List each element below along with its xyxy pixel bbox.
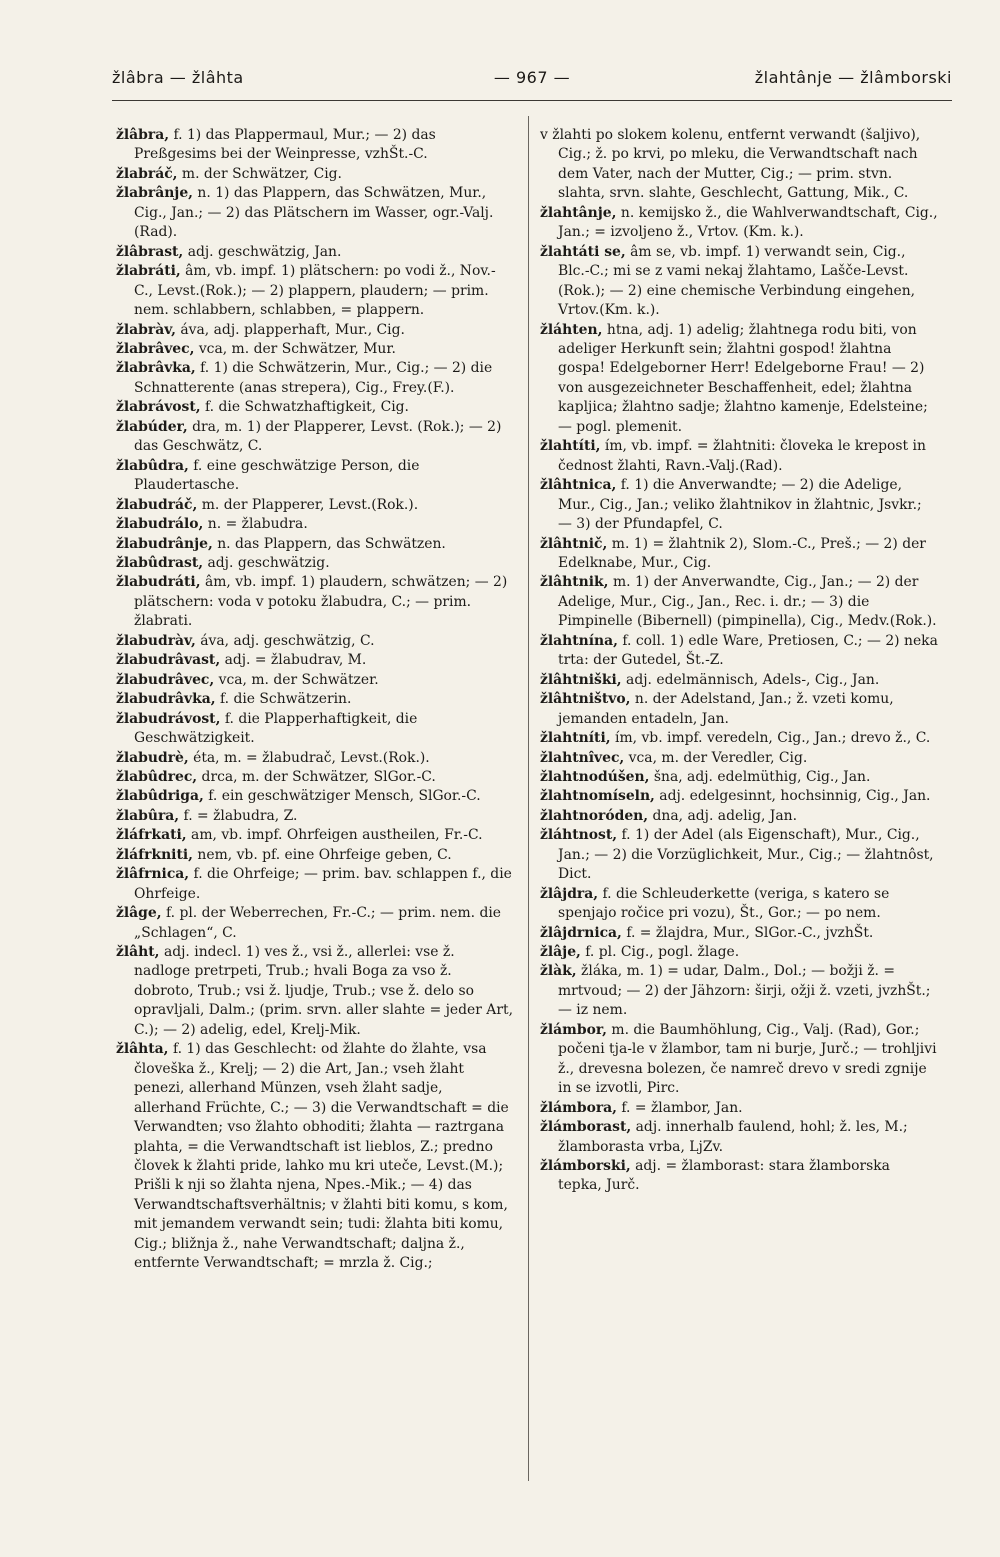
- entry-definition: dna, adj. adelig, Jan.: [648, 807, 798, 824]
- entry-definition: m. die Baumhöhlung, Cig., Valj. (Rad), Gor.; počeni tja-le v žlambor, tam ni burje, Jurč.; — trohljivi ž., drevesna bolezen, če namreč drevo v sredi zgnije in se izvotli, Pirc.: [558, 1021, 937, 1097]
- dictionary-entry: [116, 359, 514, 398]
- dictionary-entry: [540, 826, 938, 884]
- entry-definition: áva, adj. geschwätzig, C.: [195, 632, 375, 649]
- entry-headword: žlabudrâvec,: [116, 671, 215, 688]
- dictionary-entry: [540, 243, 938, 321]
- entry-definition: f. ein geschwätziger Mensch, SlGor.-C.: [203, 788, 481, 805]
- entry-headword: žlâhta,: [116, 1041, 169, 1058]
- entry-headword: žláhten,: [540, 321, 603, 338]
- entry-definition: âm se, vb. impf. 1) verwandt sein, Cig., Blc.-C.; mi se z vami nekaj žlahtamo, Lašče-Levst.(Rok.); — 2) eine chemische Verbindung eingehen, Vrtov.(Km. k.).: [558, 243, 916, 319]
- entry-headword: žlâhtnica,: [540, 477, 617, 494]
- entry-headword: žlâge,: [116, 905, 162, 922]
- entry-headword: žlabrâvec,: [116, 340, 195, 357]
- entry-definition: éta, m. = žlabudrač, Levst.(Rok.).: [188, 749, 430, 766]
- entry-definition: m. der Schwätzer, Cig.: [177, 165, 342, 182]
- entry-headword: žlahtníti,: [540, 730, 611, 747]
- entry-headword: žlâhtništvo,: [540, 691, 631, 708]
- entry-definition: f. = žlambor, Jan.: [617, 1099, 743, 1116]
- dictionary-entry: [116, 515, 514, 534]
- entry-definition: f. = žlajdra, Mur., SlGor.-C., jvzhŠt.: [621, 924, 874, 941]
- dictionary-entry: [116, 165, 514, 184]
- entry-definition: m. 1) der Anverwandte, Cig., Jan.; — 2) der Adelige, Mur., Cig., Jan., Rec. i. dr.; — 3) die Pimpinelle (Bibernell) (pimpinella), Cig., Medv.(Rok.).: [558, 574, 937, 630]
- dictionary-entry: [540, 535, 938, 574]
- dictionary-entry: [116, 126, 514, 165]
- entry-headword: žláhtnost,: [540, 827, 618, 844]
- entry-headword: žlâhtnič,: [540, 535, 608, 552]
- entry-headword: žlabráč,: [116, 165, 178, 182]
- dictionary-entry: [540, 573, 938, 631]
- dictionary-entry: [540, 729, 938, 748]
- entry-headword: žlabráti,: [116, 263, 181, 280]
- entry-definition: vca, m. der Schwätzer.: [214, 671, 379, 688]
- entry-headword: žlabûdrec,: [116, 768, 198, 785]
- entry-headword: žlâfrnica,: [116, 866, 190, 883]
- entry-headword: žlahtânje,: [540, 204, 617, 221]
- entry-definition: adj. innerhalb faulend, hohl; ž. les, M.; žlamborasta vrba, LjZv.: [558, 1119, 908, 1155]
- entry-headword: žlâjdra,: [540, 885, 599, 902]
- entry-headword: žlabudràv,: [116, 632, 196, 649]
- dictionary-entry: [540, 321, 938, 438]
- entry-headword: žlâhtnik,: [540, 574, 609, 591]
- entry-headword: žlahtnoróden,: [540, 807, 649, 824]
- entry-headword: žlâjdrnica,: [540, 924, 622, 941]
- entry-definition: f. pl. der Weberrechen, Fr.-C.; — prim. nem. die „Schlagen“, C.: [134, 905, 501, 941]
- dictionary-entry: [116, 496, 514, 515]
- entry-definition: f. eine geschwätzige Person, die Plaudertasche.: [134, 457, 420, 494]
- entry-headword: žlabudrâvka,: [116, 691, 216, 708]
- entry-definition: âm, vb. impf. 1) plaudern, schwätzen; — 2) plätschern: voda v potoku žlabudra, C.; — prim. žlabrati.: [134, 574, 508, 630]
- entry-definition: f. die Schleuderkette (veriga, s katero se spenjajo ročice pri vozu), Št., Gor.; — po nem.: [558, 885, 890, 922]
- dictionary-entry: [540, 885, 938, 924]
- right-column: [540, 126, 938, 1196]
- page-number: — 967 —: [493, 68, 571, 87]
- dictionary-entry: [116, 184, 514, 242]
- entry-definition: n. der Adelstand, Jan.; ž. vzeti komu, jemanden entadeln, Jan.: [558, 691, 894, 727]
- entry-definition: adj. edelmännisch, Adels-, Cig., Jan.: [621, 671, 880, 688]
- entry-definition: n. kemijsko ž., die Wahlverwandtschaft, Cig., Jan.; = izvoljeno ž., Vrtov. (Km. k.).: [558, 204, 938, 241]
- entry-definition: n. 1) das Plappern, das Schwätzen, Mur., Cig., Jan.; — 2) das Plätschern im Wasser, ogr.-Valj.(Rad).: [134, 185, 494, 241]
- entry-definition: vca, m. der Schwätzer, Mur.: [194, 340, 396, 357]
- entry-definition: n. das Plappern, das Schwätzen.: [212, 535, 446, 552]
- entry-headword: žlâht,: [116, 944, 160, 961]
- header-right-guide-words: žlahtânje — žlâmborski: [754, 68, 952, 87]
- entry-definition: adj. geschwätzig.: [203, 554, 330, 571]
- entry-headword: žláfrkati,: [116, 827, 187, 844]
- dictionary-entry: [116, 1040, 514, 1273]
- dictionary-entry: [116, 262, 514, 320]
- entry-headword: žlabudrálo,: [116, 516, 204, 533]
- dictionary-entry: [116, 535, 514, 554]
- entry-headword: žlabûra,: [116, 807, 180, 824]
- entry-definition: f. 1) die Schwätzerin, Mur., Cig.; — 2) die Schnatterente (anas strepera), Cig., Frey.(F.).: [134, 360, 493, 396]
- entry-definition: f. pl. Cig., pogl. žlage.: [580, 944, 740, 961]
- entry-definition: adj. indecl. 1) ves ž., vsi ž., allerlei: vse ž. nadloge pretrpeti, Trub.; hvali Boga za vso ž. dobroto, Trub.; vsi ž. ljudje, Trub.; vse ž. delo so opravljali, Dalm.; (prim. srvn. aller slahte = jeder Art, C.); — 2) adelig, edel, Krelj-Mik.: [134, 944, 513, 1038]
- entry-definition: žláka, m. 1) = udar, Dalm., Dol.; — božji ž. = mrtvoud; — 2) der Jähzorn: širji, ožji ž. vzeti, jvzhŠt.; — iz nem.: [558, 963, 931, 1019]
- entry-headword: žlahtnomíseln,: [540, 788, 655, 805]
- entry-headword: žlámbor,: [540, 1021, 607, 1038]
- dictionary-entry: [540, 690, 938, 729]
- entry-definition: drca, m. der Schwätzer, SlGor.-C.: [197, 768, 436, 785]
- entry-definition: dra, m. 1) der Plapperer, Levst. (Rok.); — 2) das Geschwätz, C.: [134, 418, 502, 455]
- dictionary-entry: [540, 437, 938, 476]
- dictionary-entry: [540, 768, 938, 787]
- entry-definition: šna, adj. edelmüthig, Cig., Jan.: [649, 768, 871, 785]
- entry-definition: n. = žlabudra.: [203, 516, 308, 533]
- dictionary-entry: [540, 671, 938, 690]
- entry-headword: žlâbra,: [116, 127, 170, 143]
- entry-headword: žlabudrâvast,: [116, 652, 221, 669]
- entry-headword: žlâje,: [540, 944, 581, 961]
- entry-definition: htna, adj. 1) adelig; žlahtnega rodu biti, von adeliger Herkunft sein; žlahtni gospod! žlahtna gospa! Edelgeborner Herr! Edelgeborne Frau! — 2) von ausgezeichneter Beschaffenheit, edel; žlahtna kapljica; žlahtno sadje; žlahtno kamenje, Edelsteine; — pogl. plemenit.: [558, 321, 928, 435]
- entry-headword: žlabûdrast,: [116, 554, 204, 571]
- dictionary-entry: [116, 340, 514, 359]
- entry-headword: žlabrávost,: [116, 399, 201, 416]
- dictionary-entry: [116, 690, 514, 709]
- entry-headword: žlabràv,: [116, 321, 176, 338]
- dictionary-entry: [116, 554, 514, 573]
- entry-headword: žlabûdriga,: [116, 788, 204, 805]
- dictionary-entry: [116, 904, 514, 943]
- entry-headword: žlahtnîvec,: [540, 749, 625, 766]
- dictionary-entry: [116, 846, 514, 865]
- entry-headword: žlabudrânje,: [116, 535, 213, 552]
- entry-definition: f. die Schwätzerin.: [215, 691, 352, 708]
- dictionary-entry: [540, 1099, 938, 1118]
- entry-headword: žlabudrávost,: [116, 710, 221, 727]
- entry-definition: vca, m. der Veredler, Cig.: [624, 749, 808, 766]
- dictionary-entry: [116, 651, 514, 670]
- entry-headword: žlabudrè,: [116, 749, 189, 766]
- dictionary-entry: [116, 321, 514, 340]
- dictionary-entry: [116, 573, 514, 631]
- dictionary-entry: [540, 943, 938, 962]
- entry-definition: f. coll. 1) edle Ware, Pretiosen, C.; — 2) neka trta: der Gutedel, Št.-Z.: [558, 632, 938, 669]
- dictionary-entry: [116, 710, 514, 749]
- entry-headword: žlámborski,: [540, 1158, 631, 1175]
- entry-headword: žlabudráti,: [116, 574, 201, 591]
- dictionary-entry: [540, 962, 938, 1020]
- entry-headword: žlahtnodúšen,: [540, 768, 650, 785]
- entry-definition: áva, adj. plapperhaft, Mur., Cig.: [175, 321, 405, 338]
- entry-definition: ím, vb. impf. = žlahtniti: človeka le krepost in čednost žlahti, Ravn.-Valj.(Rad).: [558, 438, 926, 474]
- header-left-guide-words: žlâbra — žlâhta: [112, 68, 244, 87]
- dictionary-entry: [540, 632, 938, 671]
- entry-definition: f. die Ohrfeige; — prim. bav. schlappen f., die Ohrfeige.: [134, 866, 512, 902]
- dictionary-entry: [540, 924, 938, 943]
- entry-definition: nem, vb. pf. eine Ohrfeige geben, C.: [193, 846, 452, 863]
- entry-definition: m. 1) = žlahtnik 2), Slom.-C., Preš.; — 2) der Edelknabe, Mur., Cig.: [558, 535, 926, 571]
- entry-headword: žlámborast,: [540, 1119, 632, 1136]
- dictionary-entry: [540, 204, 938, 243]
- entry-definition: ím, vb. impf. veredeln, Cig., Jan.; drevo ž., C.: [610, 730, 931, 747]
- entry-headword: žlàk,: [540, 963, 577, 980]
- dictionary-entry: [116, 418, 514, 457]
- entry-headword: žláfrkniti,: [116, 846, 193, 863]
- dictionary-entry: [116, 671, 514, 690]
- dictionary-entry: [540, 126, 938, 204]
- dictionary-entry: [540, 807, 938, 826]
- entry-headword: žlâbrast,: [116, 243, 184, 260]
- entry-definition: f. 1) das Geschlecht: od žlahte do žlahte, vsa človeška ž., Krelj; — 2) die Art, Jan.; vseh žlaht penezi, allerhand Münzen, vseh žlaht sadje, allerhand Früchte, C.; — 3) die Verwandtschaft = die Verwandten; vso žlahto obhoditi; žlahta — raztrgana plahta, = die Verwandtschaft ist lieblos, Z.; predno človek k žlahti pride, lahko mu kri uteče, Levst.(M.); Prišli k nji so žlahta njena, Npes.-Mik.; — 4) das Verwandtschaftsverhältnis; v žlahti biti komu, s kom, mit jemandem verwandt sein; tudi: žlahta biti komu, Cig.; bližnja ž., nahe Verwandtschaft; daljna ž., entfernte Verwandtschaft; = mrzla ž. Cig.;: [134, 1041, 509, 1272]
- dictionary-entry: [116, 865, 514, 904]
- dictionary-entry: [116, 632, 514, 651]
- entry-definition: f. 1) die Anverwandte; — 2) die Adelige, Mur., Cig., Jan.; veliko žlahtnikov in žlahtnic, Jsvkr.; — 3) der Pfundapfel, C.: [558, 477, 922, 533]
- entry-definition: âm, vb. impf. 1) plätschern: po vodi ž., Nov.-C., Levst.(Rok.); — 2) plappern, plaudern; — prim. nem. schlabbern, schlabben, = plappern.: [134, 263, 496, 319]
- entry-headword: žlâhtniški,: [540, 671, 622, 688]
- entry-definition: f. = žlabudra, Z.: [179, 807, 298, 824]
- dictionary-entry: [116, 749, 514, 768]
- dictionary-entry: [540, 787, 938, 806]
- entry-definition: f. die Plapperhaftigkeit, die Geschwätzigkeit.: [134, 710, 418, 747]
- dictionary-entry: [116, 943, 514, 1040]
- dictionary-entry: [116, 807, 514, 826]
- entry-headword: žlahtíti,: [540, 438, 601, 455]
- entry-headword: žlabrânje,: [116, 185, 193, 202]
- entry-headword: žlabûdra,: [116, 457, 189, 474]
- entry-definition: adj. = žlabudrav, M.: [220, 652, 367, 669]
- left-column: [116, 126, 514, 1274]
- entry-definition: f. 1) das Plappermaul, Mur.; — 2) das Preßgesims bei der Weinpresse, vzhŠt.-C.: [134, 127, 436, 163]
- dictionary-entry: [116, 787, 514, 806]
- dictionary-entry: [540, 1157, 938, 1196]
- entry-definition: v žlahti po slokem kolenu, entfernt verwandt (šaljivo), Cig.; ž. po krvi, po mleku, die Verwandtschaft nach dem Vater, nach der Mutter, Cig.; — prim. stvn. slahta, srvn. slahte, Geschlecht, Gattung, Mik., C.: [540, 127, 921, 202]
- dictionary-entry: [540, 1021, 938, 1099]
- dictionary-entry: [116, 243, 514, 262]
- entry-definition: adj. = žlamborast: stara žlamborska tepka, Jurč.: [558, 1158, 890, 1194]
- entry-definition: adj. geschwätzig, Jan.: [183, 243, 342, 260]
- dictionary-entry: [116, 826, 514, 845]
- dictionary-entry: [540, 1118, 938, 1157]
- entry-headword: žlabrâvka,: [116, 360, 196, 377]
- header-rule: [112, 100, 952, 101]
- dictionary-entry: [540, 476, 938, 534]
- dictionary-entry: [116, 457, 514, 496]
- entry-headword: žlabudráč,: [116, 496, 198, 513]
- entry-headword: žlahtnína,: [540, 632, 618, 649]
- entry-headword: žlámbora,: [540, 1099, 617, 1116]
- entry-definition: am, vb. impf. Ohrfeigen austheilen, Fr.-C.: [186, 827, 483, 844]
- entry-definition: m. der Plapperer, Levst.(Rok.).: [197, 496, 419, 513]
- column-divider: [528, 116, 529, 1481]
- entry-definition: f. die Schwatzhaftigkeit, Cig.: [200, 399, 409, 416]
- dictionary-entry: [116, 398, 514, 417]
- running-header: [112, 62, 952, 98]
- entry-headword: žlahtáti se,: [540, 243, 626, 260]
- entry-headword: žlabúder,: [116, 418, 188, 435]
- entry-definition: adj. edelgesinnt, hochsinnig, Cig., Jan.: [654, 788, 931, 805]
- dictionary-entry: [540, 749, 938, 768]
- entry-definition: f. 1) der Adel (als Eigenschaft), Mur., Cig., Jan.; — 2) die Vorzüglichkeit, Mur., Cig.; — žlahtnôst, Dict.: [558, 827, 934, 883]
- dictionary-entry: [116, 768, 514, 787]
